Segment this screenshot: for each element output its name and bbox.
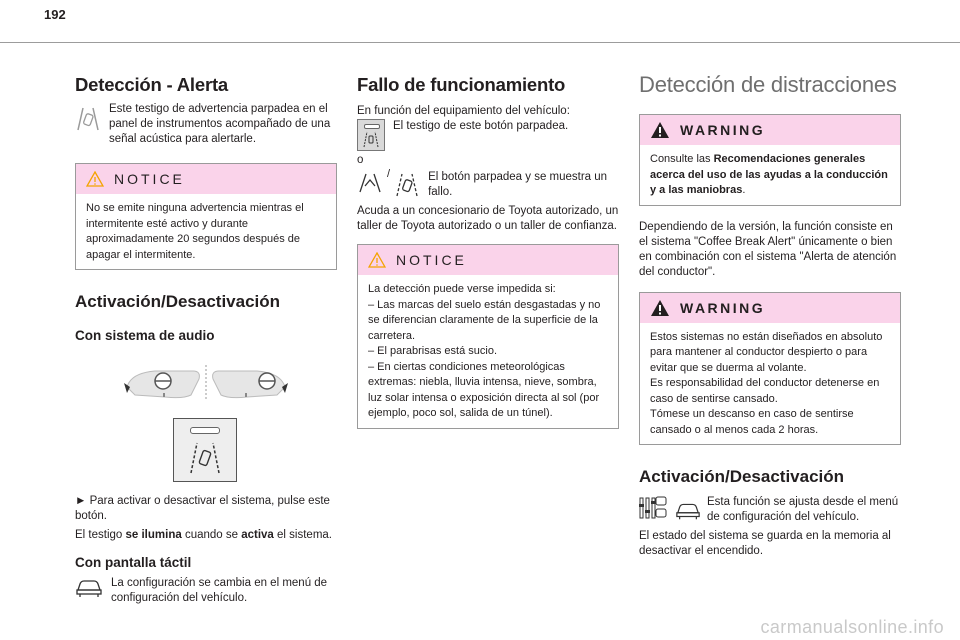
lane-small-icon xyxy=(361,130,381,148)
distraction-paragraph: Dependiendo de la versión, la función consiste en el sistema "Coffee Break Alert" únicamente o bien en combinación con el sistema "Alerta de atención del conductor". xyxy=(639,220,897,278)
car-settings-icon xyxy=(75,576,103,598)
settings-menu-icon xyxy=(639,495,669,521)
status-text-mid: cuando se xyxy=(181,529,242,541)
status-text-pre: El testigo xyxy=(75,529,126,541)
warning-label-1: WARNING xyxy=(680,122,766,138)
section-title-detection-alert: Detección - Alerta xyxy=(75,74,229,95)
warning2-line-2: Es responsabilidad del conductor detenerse en caso de sentirse cansado. xyxy=(650,377,880,405)
malfunction-line-4: Acuda a un concesionario de Toyota autorizado, un taller de Toyota autorizado o un taller de confianza. xyxy=(357,205,619,232)
notice-triangle-icon xyxy=(86,171,104,187)
notice-label: NOTICE xyxy=(114,171,185,187)
warning1-pre: Consulte las xyxy=(650,153,714,165)
memory-text: El estado del sistema se guarda en la memoria al desactivar el encendido. xyxy=(639,530,891,557)
malfunction-line-3: El botón parpadea y se muestra un fallo. xyxy=(428,171,608,198)
footer-watermark: carmanualsonline.info xyxy=(760,617,944,637)
malfunction-or: o xyxy=(357,154,364,166)
warning-triangle-icon xyxy=(650,121,670,139)
warning-body-1 xyxy=(640,145,900,205)
malfunction-line-2: El testigo de este botón parpadea. xyxy=(393,120,569,132)
warning-triangle-icon xyxy=(650,299,670,317)
notice-box-2 xyxy=(357,244,619,429)
warning-box-2 xyxy=(639,292,901,446)
malfunction-button-row xyxy=(357,119,619,151)
status-text-post: el sistema. xyxy=(273,529,332,541)
lane-departure-icon xyxy=(394,170,420,198)
malfunction-icons-row xyxy=(357,170,619,204)
notice-line-3: – El parabrisas está sucio. xyxy=(368,345,498,357)
alert-text: Este testigo de advertencia parpadea en el panel de instrumentos acompañado de una señal acústica para alertarle. xyxy=(109,103,331,145)
page-number: 192 xyxy=(44,7,66,22)
warning2-line-3: Tómese un descanso en caso de sentirse cansado o al menos cada 2 horas. xyxy=(650,408,854,436)
warning-header-2 xyxy=(640,293,900,323)
status-bold-activates: activa xyxy=(241,529,274,541)
touch-text: La configuración se cambia en el menú de configuración del vehículo. xyxy=(111,577,328,604)
dashboard-steering-diagram xyxy=(75,359,337,403)
lane-departure-warning-icon xyxy=(75,104,101,132)
column-middle xyxy=(357,56,619,443)
warning-label-2: WARNING xyxy=(680,299,766,316)
malfunction-line-1: En función del equipamiento del vehículo: xyxy=(357,105,570,117)
lane-button-image xyxy=(173,418,237,482)
settings-text: Esta función se ajusta desde el menú de configuración del vehículo. xyxy=(707,496,899,523)
column-right xyxy=(639,56,901,563)
status-bold-lights: se ilumina xyxy=(125,529,182,541)
section-title-activation-2: Activación/Desactivación xyxy=(639,467,845,486)
section-title-malfunction: Fallo de funcionamiento xyxy=(357,74,566,95)
warning-body-2 xyxy=(640,323,900,445)
notice-header-2 xyxy=(358,245,618,275)
subtitle-audio-system: Con sistema de audio xyxy=(75,328,215,343)
notice-body: No se emite ninguna advertencia mientras el intermitente esté activo y durante aproximadamente 20 segundos después de apagar el intermitente. xyxy=(86,202,304,261)
lane-keep-icon xyxy=(357,170,383,194)
subtitle-touch-screen: Con pantalla táctil xyxy=(75,555,192,570)
alert-paragraph xyxy=(75,104,337,151)
warning1-bold-ref: Recomendaciones generales acerca del uso de las ayudas a la conducción y a las maniobras xyxy=(650,153,888,196)
icon-separator: / xyxy=(387,168,391,180)
lane-button-icon xyxy=(185,439,225,475)
warning1-post: . xyxy=(742,184,746,196)
audio-instruction-status xyxy=(75,528,337,543)
lane-button-small-image xyxy=(357,119,385,151)
warning-header-1 xyxy=(640,115,900,145)
touch-paragraph xyxy=(75,576,337,610)
notice-triangle-icon xyxy=(368,252,386,268)
top-rule xyxy=(0,42,960,43)
warning2-line-1: Estos sistemas no están diseñados en absoluto para mantener al conductor despierto o para evitar que se duerma al volante. xyxy=(650,330,883,374)
notice-box-1 xyxy=(75,163,337,270)
section-title-activation: Activación/Desactivación xyxy=(75,292,281,311)
notice-line-4: – En ciertas condiciones meteorológicas extremas: niebla, lluvia intensa, nieve, sombra, luz solar intensa o exposición directa al sol (por ejemplo, poco sol, salida de un túnel). xyxy=(368,360,600,419)
notice-body-2 xyxy=(358,275,618,428)
audio-instruction: ► Para activar o desactivar el sistema, pulse este botón. xyxy=(75,495,330,522)
notice-line-1: La detección puede verse impedida si: xyxy=(368,283,556,295)
notice-header xyxy=(76,164,336,194)
notice-line-2: – Las marcas del suelo están desgastadas y no se diferencian claramente de la superficie de la carretera. xyxy=(368,298,601,342)
section-title-distraction: Detección de distracciones xyxy=(639,72,897,97)
car-settings-icon xyxy=(675,499,701,521)
notice-label-2: NOTICE xyxy=(396,252,467,268)
warning-box-1 xyxy=(639,114,901,206)
settings-paragraph xyxy=(639,495,901,529)
column-left xyxy=(75,56,337,610)
